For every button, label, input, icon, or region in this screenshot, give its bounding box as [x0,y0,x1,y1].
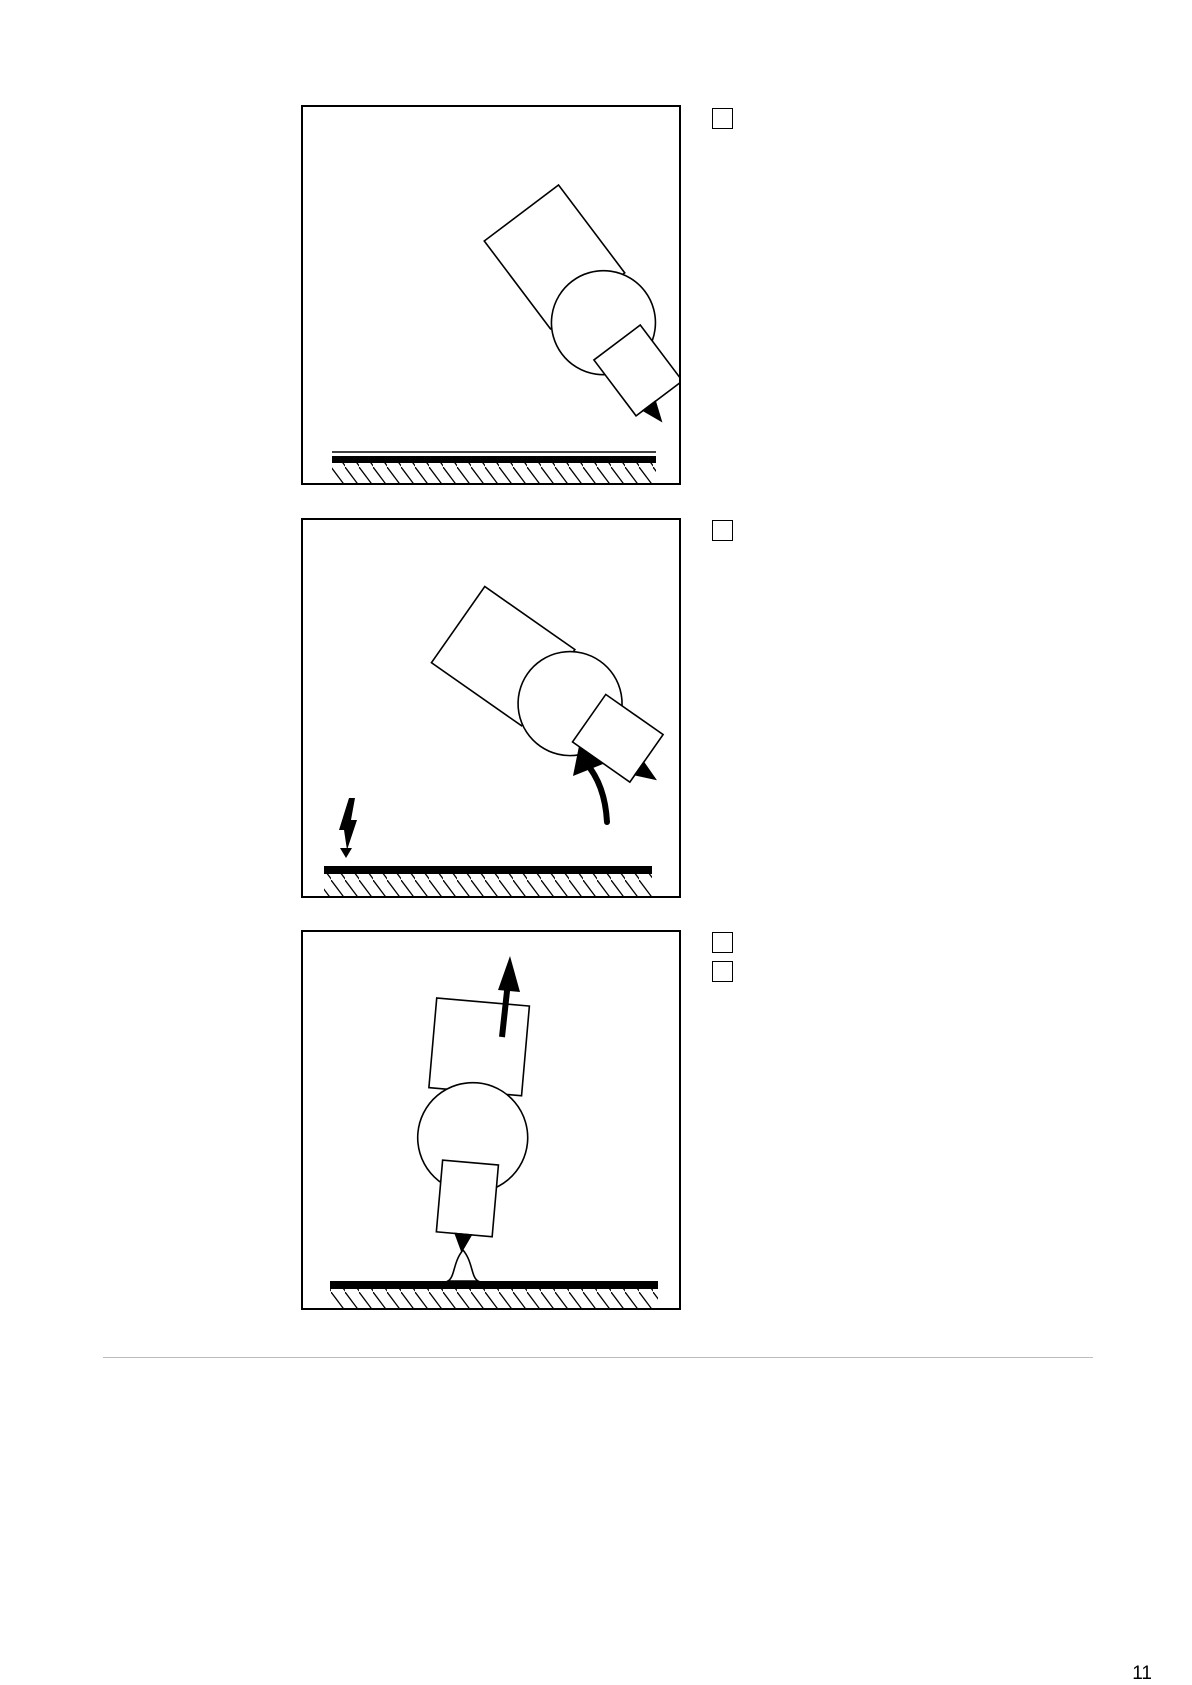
workpiece-plate [332,456,656,463]
figure-torch-tilted-drawing [303,107,679,483]
electrode-tip [454,1233,471,1251]
figure-torch-lifted [301,930,681,1310]
step-checkbox-1 [712,108,733,129]
workpiece-hatch [330,1289,658,1308]
workpiece-hatch [324,874,652,896]
figure-torch-lifted-drawing [303,932,679,1308]
step-checkbox-3 [712,932,733,953]
welding-torch [479,182,679,444]
weld-bead [448,1250,478,1281]
welding-torch [408,997,539,1256]
step-checkbox-2 [712,520,733,541]
page-number: 11 [1132,1663,1152,1684]
torch-nozzle [436,1160,498,1237]
arc-lightning-icon [339,798,357,850]
figure-arc-ignition-drawing [303,520,679,896]
figure-arc-ignition [301,518,681,898]
workpiece-hatch [332,463,656,483]
lift-arrowhead-icon [498,956,520,992]
torch-handle [429,998,529,1096]
lightning-arrowhead-icon [340,848,352,858]
step-checkbox-4 [712,961,733,982]
workpiece-plate [324,866,652,874]
rotation-arrow-icon [585,762,607,822]
footer-divider [103,1357,1093,1358]
welding-torch [428,582,679,811]
figure-torch-tilted [301,105,681,485]
workpiece-plate [330,1281,658,1289]
